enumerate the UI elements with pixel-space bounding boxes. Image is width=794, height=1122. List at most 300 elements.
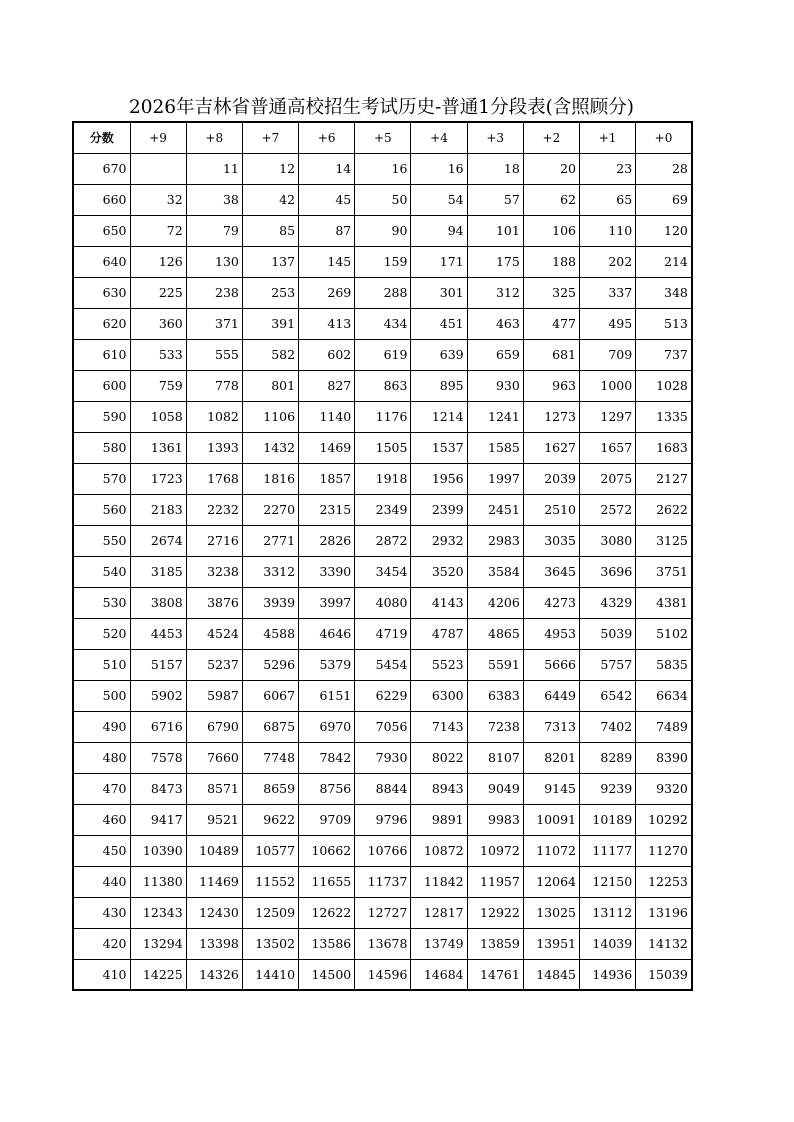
count-cell: 69 — [636, 184, 692, 215]
count-cell: 3312 — [242, 556, 298, 587]
table-row — [73, 835, 692, 866]
count-cell: 463 — [467, 308, 523, 339]
count-cell: 1000 — [580, 370, 636, 401]
count-cell: 3584 — [467, 556, 523, 587]
count-cell: 6151 — [299, 680, 355, 711]
count-cell: 7489 — [636, 711, 692, 742]
count-cell: 2127 — [636, 463, 692, 494]
count-cell: 225 — [130, 277, 186, 308]
count-cell: 10292 — [636, 804, 692, 835]
count-cell: 6875 — [242, 711, 298, 742]
count-cell: 11957 — [467, 866, 523, 897]
count-cell: 4206 — [467, 587, 523, 618]
count-cell: 1140 — [299, 401, 355, 432]
table-body — [73, 153, 692, 990]
count-cell: 42 — [242, 184, 298, 215]
count-cell: 11177 — [580, 835, 636, 866]
score-cell: 480 — [73, 742, 130, 773]
count-cell: 6970 — [299, 711, 355, 742]
count-cell: 7842 — [299, 742, 355, 773]
count-cell: 6542 — [580, 680, 636, 711]
count-cell: 1723 — [130, 463, 186, 494]
header-score: 分数 — [73, 122, 130, 153]
count-cell: 5157 — [130, 649, 186, 680]
score-cell: 470 — [73, 773, 130, 804]
count-cell: 8844 — [355, 773, 411, 804]
count-cell: 555 — [186, 339, 242, 370]
count-cell: 325 — [523, 277, 579, 308]
count-cell: 10390 — [130, 835, 186, 866]
count-cell: 1537 — [411, 432, 467, 463]
count-cell: 9145 — [523, 773, 579, 804]
count-cell: 1956 — [411, 463, 467, 494]
count-cell: 2771 — [242, 525, 298, 556]
count-cell: 65 — [580, 184, 636, 215]
count-cell: 13294 — [130, 928, 186, 959]
count-cell: 12253 — [636, 866, 692, 897]
count-cell: 5902 — [130, 680, 186, 711]
table-row — [73, 959, 692, 990]
score-cell: 660 — [73, 184, 130, 215]
count-cell: 895 — [411, 370, 467, 401]
count-cell: 14410 — [242, 959, 298, 990]
table-row — [73, 339, 692, 370]
table-row — [73, 556, 692, 587]
table-row — [73, 370, 692, 401]
count-cell: 9983 — [467, 804, 523, 835]
table-row — [73, 773, 692, 804]
count-cell: 3185 — [130, 556, 186, 587]
page-title: 2026年吉林省普通高校招生考试历史-普通1分段表(含照顾分) — [128, 97, 635, 118]
count-cell: 202 — [580, 246, 636, 277]
count-cell: 2572 — [580, 494, 636, 525]
count-cell: 778 — [186, 370, 242, 401]
count-cell: 1241 — [467, 401, 523, 432]
count-cell: 106 — [523, 215, 579, 246]
count-cell: 863 — [355, 370, 411, 401]
count-cell: 12727 — [355, 897, 411, 928]
count-cell: 12509 — [242, 897, 298, 928]
header-offset: +4 — [411, 122, 467, 153]
table-row — [73, 277, 692, 308]
table-row — [73, 184, 692, 215]
count-cell: 10189 — [580, 804, 636, 835]
count-cell: 337 — [580, 277, 636, 308]
count-cell: 3390 — [299, 556, 355, 587]
count-cell: 6383 — [467, 680, 523, 711]
count-cell: 1082 — [186, 401, 242, 432]
count-cell: 9049 — [467, 773, 523, 804]
count-cell: 14039 — [580, 928, 636, 959]
count-cell: 4953 — [523, 618, 579, 649]
count-cell: 175 — [467, 246, 523, 277]
count-cell: 1627 — [523, 432, 579, 463]
count-cell: 11737 — [355, 866, 411, 897]
count-cell: 7930 — [355, 742, 411, 773]
count-cell: 16 — [411, 153, 467, 184]
count-cell: 681 — [523, 339, 579, 370]
table-row — [73, 897, 692, 928]
count-cell: 72 — [130, 215, 186, 246]
count-cell: 8943 — [411, 773, 467, 804]
table-row — [73, 587, 692, 618]
count-cell: 4080 — [355, 587, 411, 618]
count-cell: 11072 — [523, 835, 579, 866]
count-cell: 1657 — [580, 432, 636, 463]
count-cell: 8289 — [580, 742, 636, 773]
count-cell: 1393 — [186, 432, 242, 463]
count-cell: 619 — [355, 339, 411, 370]
count-cell: 87 — [299, 215, 355, 246]
count-cell: 90 — [355, 215, 411, 246]
count-cell: 57 — [467, 184, 523, 215]
count-cell: 12430 — [186, 897, 242, 928]
count-cell: 54 — [411, 184, 467, 215]
score-cell: 570 — [73, 463, 130, 494]
count-cell: 3035 — [523, 525, 579, 556]
count-cell: 11655 — [299, 866, 355, 897]
count-cell: 2674 — [130, 525, 186, 556]
count-cell: 4865 — [467, 618, 523, 649]
count-cell: 2232 — [186, 494, 242, 525]
count-cell: 13859 — [467, 928, 523, 959]
count-cell: 348 — [636, 277, 692, 308]
score-cell: 530 — [73, 587, 130, 618]
count-cell: 269 — [299, 277, 355, 308]
header-offset: +0 — [636, 122, 692, 153]
count-cell: 12 — [242, 153, 298, 184]
count-cell: 188 — [523, 246, 579, 277]
count-cell: 9417 — [130, 804, 186, 835]
score-cell: 670 — [73, 153, 130, 184]
count-cell: 14761 — [467, 959, 523, 990]
table-row — [73, 215, 692, 246]
count-cell: 801 — [242, 370, 298, 401]
count-cell: 13025 — [523, 897, 579, 928]
count-cell: 159 — [355, 246, 411, 277]
count-cell: 253 — [242, 277, 298, 308]
table-row — [73, 866, 692, 897]
count-cell: 12922 — [467, 897, 523, 928]
count-cell: 11270 — [636, 835, 692, 866]
count-cell: 20 — [523, 153, 579, 184]
count-cell: 2270 — [242, 494, 298, 525]
count-cell: 737 — [636, 339, 692, 370]
count-cell: 930 — [467, 370, 523, 401]
count-cell: 709 — [580, 339, 636, 370]
count-cell: 391 — [242, 308, 298, 339]
count-cell: 6300 — [411, 680, 467, 711]
score-cell: 430 — [73, 897, 130, 928]
header-offset: +5 — [355, 122, 411, 153]
score-cell: 490 — [73, 711, 130, 742]
count-cell: 11 — [186, 153, 242, 184]
count-cell: 1918 — [355, 463, 411, 494]
count-cell: 2399 — [411, 494, 467, 525]
count-cell: 15039 — [636, 959, 692, 990]
count-cell: 238 — [186, 277, 242, 308]
score-cell: 510 — [73, 649, 130, 680]
count-cell: 28 — [636, 153, 692, 184]
count-cell: 85 — [242, 215, 298, 246]
count-cell: 12150 — [580, 866, 636, 897]
count-cell: 94 — [411, 215, 467, 246]
count-cell: 2622 — [636, 494, 692, 525]
count-cell: 9891 — [411, 804, 467, 835]
count-cell: 3238 — [186, 556, 242, 587]
count-cell: 2315 — [299, 494, 355, 525]
count-cell: 13586 — [299, 928, 355, 959]
count-cell: 4453 — [130, 618, 186, 649]
count-cell: 5296 — [242, 649, 298, 680]
count-cell: 10577 — [242, 835, 298, 866]
count-cell: 8022 — [411, 742, 467, 773]
count-cell: 214 — [636, 246, 692, 277]
count-cell: 2451 — [467, 494, 523, 525]
table-row — [73, 618, 692, 649]
header-offset: +9 — [130, 122, 186, 153]
count-cell: 4787 — [411, 618, 467, 649]
count-cell: 2716 — [186, 525, 242, 556]
count-cell: 3454 — [355, 556, 411, 587]
count-cell: 2932 — [411, 525, 467, 556]
count-cell: 4719 — [355, 618, 411, 649]
count-cell: 4646 — [299, 618, 355, 649]
count-cell: 434 — [355, 308, 411, 339]
count-cell: 6634 — [636, 680, 692, 711]
score-cell: 590 — [73, 401, 130, 432]
count-cell: 9709 — [299, 804, 355, 835]
count-cell: 13749 — [411, 928, 467, 959]
count-cell: 1505 — [355, 432, 411, 463]
count-cell: 137 — [242, 246, 298, 277]
count-cell: 79 — [186, 215, 242, 246]
count-cell: 413 — [299, 308, 355, 339]
score-cell: 540 — [73, 556, 130, 587]
count-cell: 582 — [242, 339, 298, 370]
count-cell: 3939 — [242, 587, 298, 618]
count-cell: 14326 — [186, 959, 242, 990]
score-cell: 610 — [73, 339, 130, 370]
count-cell: 5523 — [411, 649, 467, 680]
count-cell: 12064 — [523, 866, 579, 897]
count-cell: 6067 — [242, 680, 298, 711]
table-row — [73, 525, 692, 556]
count-cell: 2826 — [299, 525, 355, 556]
header-offset: +6 — [299, 122, 355, 153]
count-cell: 8659 — [242, 773, 298, 804]
score-cell: 520 — [73, 618, 130, 649]
count-cell: 4524 — [186, 618, 242, 649]
count-cell: 2983 — [467, 525, 523, 556]
count-cell: 14225 — [130, 959, 186, 990]
count-cell: 10662 — [299, 835, 355, 866]
table-row — [73, 711, 692, 742]
table-row — [73, 494, 692, 525]
table-row — [73, 246, 692, 277]
score-cell: 580 — [73, 432, 130, 463]
count-cell: 9239 — [580, 773, 636, 804]
count-cell: 6790 — [186, 711, 242, 742]
count-cell: 3520 — [411, 556, 467, 587]
count-cell: 2510 — [523, 494, 579, 525]
count-cell: 9521 — [186, 804, 242, 835]
count-cell: 8107 — [467, 742, 523, 773]
table-row — [73, 649, 692, 680]
count-cell: 10972 — [467, 835, 523, 866]
count-cell: 1857 — [299, 463, 355, 494]
count-cell: 7056 — [355, 711, 411, 742]
count-cell: 23 — [580, 153, 636, 184]
count-cell: 3125 — [636, 525, 692, 556]
count-cell: 101 — [467, 215, 523, 246]
table-header-row — [73, 122, 692, 153]
count-cell: 11380 — [130, 866, 186, 897]
count-cell: 963 — [523, 370, 579, 401]
score-distribution-table — [72, 121, 693, 991]
score-cell: 410 — [73, 959, 130, 990]
count-cell: 4588 — [242, 618, 298, 649]
count-cell: 759 — [130, 370, 186, 401]
count-cell: 3808 — [130, 587, 186, 618]
count-cell: 4143 — [411, 587, 467, 618]
count-cell: 2183 — [130, 494, 186, 525]
table-row — [73, 804, 692, 835]
count-cell: 3645 — [523, 556, 579, 587]
table-row — [73, 153, 692, 184]
count-cell: 5379 — [299, 649, 355, 680]
count-cell: 1768 — [186, 463, 242, 494]
count-cell: 8571 — [186, 773, 242, 804]
count-cell: 126 — [130, 246, 186, 277]
count-cell: 13112 — [580, 897, 636, 928]
count-cell: 1297 — [580, 401, 636, 432]
header-offset: +2 — [523, 122, 579, 153]
count-cell: 110 — [580, 215, 636, 246]
count-cell: 602 — [299, 339, 355, 370]
table-row — [73, 680, 692, 711]
count-cell: 1361 — [130, 432, 186, 463]
count-cell: 10872 — [411, 835, 467, 866]
score-cell: 650 — [73, 215, 130, 246]
count-cell: 5102 — [636, 618, 692, 649]
score-cell: 550 — [73, 525, 130, 556]
count-cell: 451 — [411, 308, 467, 339]
table-row — [73, 742, 692, 773]
count-cell: 659 — [467, 339, 523, 370]
score-cell: 420 — [73, 928, 130, 959]
count-cell: 301 — [411, 277, 467, 308]
count-cell: 14596 — [355, 959, 411, 990]
count-cell: 5591 — [467, 649, 523, 680]
score-cell: 450 — [73, 835, 130, 866]
count-cell: 3080 — [580, 525, 636, 556]
count-cell: 62 — [523, 184, 579, 215]
count-cell: 513 — [636, 308, 692, 339]
count-cell: 8756 — [299, 773, 355, 804]
count-cell: 13678 — [355, 928, 411, 959]
count-cell: 14500 — [299, 959, 355, 990]
count-cell: 50 — [355, 184, 411, 215]
table-row — [73, 928, 692, 959]
count-cell: 1683 — [636, 432, 692, 463]
count-cell: 371 — [186, 308, 242, 339]
count-cell: 11469 — [186, 866, 242, 897]
count-cell: 495 — [580, 308, 636, 339]
count-cell: 13398 — [186, 928, 242, 959]
count-cell: 12622 — [299, 897, 355, 928]
table-row — [73, 308, 692, 339]
count-cell: 312 — [467, 277, 523, 308]
count-cell: 3696 — [580, 556, 636, 587]
count-cell: 360 — [130, 308, 186, 339]
score-cell: 440 — [73, 866, 130, 897]
count-cell: 477 — [523, 308, 579, 339]
count-cell: 5987 — [186, 680, 242, 711]
count-cell: 4273 — [523, 587, 579, 618]
count-cell: 3876 — [186, 587, 242, 618]
count-cell: 1106 — [242, 401, 298, 432]
count-cell: 7143 — [411, 711, 467, 742]
count-cell: 145 — [299, 246, 355, 277]
count-cell: 1997 — [467, 463, 523, 494]
count-cell: 10766 — [355, 835, 411, 866]
count-cell: 13196 — [636, 897, 692, 928]
count-cell: 10489 — [186, 835, 242, 866]
count-cell: 7402 — [580, 711, 636, 742]
score-cell: 460 — [73, 804, 130, 835]
score-cell: 500 — [73, 680, 130, 711]
count-cell: 4381 — [636, 587, 692, 618]
count-cell: 1273 — [523, 401, 579, 432]
count-cell: 6229 — [355, 680, 411, 711]
count-cell: 14936 — [580, 959, 636, 990]
count-cell: 130 — [186, 246, 242, 277]
score-cell: 640 — [73, 246, 130, 277]
count-cell: 827 — [299, 370, 355, 401]
count-cell: 533 — [130, 339, 186, 370]
score-cell: 620 — [73, 308, 130, 339]
count-cell: 11552 — [242, 866, 298, 897]
count-cell: 6716 — [130, 711, 186, 742]
count-cell: 5835 — [636, 649, 692, 680]
count-cell: 639 — [411, 339, 467, 370]
count-cell: 7238 — [467, 711, 523, 742]
count-cell — [130, 153, 186, 184]
count-cell: 7748 — [242, 742, 298, 773]
count-cell: 5237 — [186, 649, 242, 680]
count-cell: 8473 — [130, 773, 186, 804]
header-offset: +7 — [242, 122, 298, 153]
count-cell: 32 — [130, 184, 186, 215]
count-cell: 7578 — [130, 742, 186, 773]
count-cell: 288 — [355, 277, 411, 308]
count-cell: 1816 — [242, 463, 298, 494]
header-offset: +8 — [186, 122, 242, 153]
count-cell: 5757 — [580, 649, 636, 680]
count-cell: 3997 — [299, 587, 355, 618]
count-cell: 171 — [411, 246, 467, 277]
count-cell: 8390 — [636, 742, 692, 773]
count-cell: 38 — [186, 184, 242, 215]
count-cell: 6449 — [523, 680, 579, 711]
count-cell: 1214 — [411, 401, 467, 432]
count-cell: 5039 — [580, 618, 636, 649]
count-cell: 13951 — [523, 928, 579, 959]
count-cell: 45 — [299, 184, 355, 215]
header-offset: +1 — [580, 122, 636, 153]
count-cell: 13502 — [242, 928, 298, 959]
